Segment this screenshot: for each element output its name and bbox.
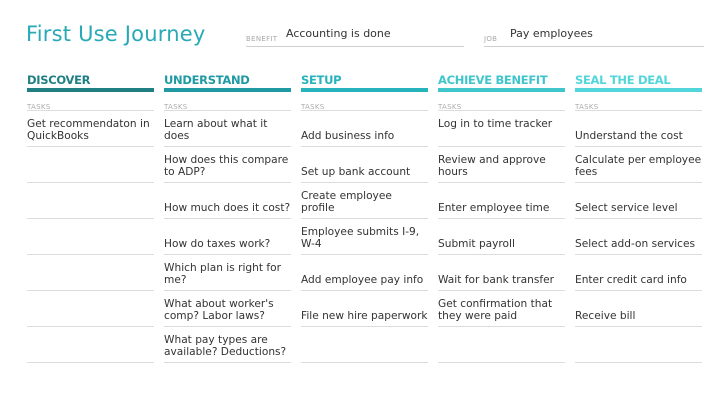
tasks-label: TASKS — [164, 92, 291, 111]
task-text: How does this compare to ADP? — [164, 154, 289, 178]
task-cell[interactable] — [27, 147, 154, 183]
column-header: ACHIEVE BENEFIT — [438, 72, 565, 92]
column-understand — [164, 72, 291, 363]
task-text: File new hire paperwork — [301, 310, 428, 322]
task-cell[interactable] — [438, 183, 565, 219]
task-text: Get confirmation that they were paid — [438, 298, 553, 322]
task-text: How much does it cost? — [164, 202, 291, 214]
task-cell[interactable] — [575, 291, 702, 327]
task-cell[interactable] — [301, 147, 428, 183]
benefit-label: BENEFIT — [246, 35, 278, 43]
task-cell[interactable] — [438, 219, 565, 255]
task-cell[interactable] — [27, 219, 154, 255]
tasks-label: TASKS — [301, 92, 428, 111]
benefit-value: Accounting is done — [286, 27, 391, 40]
task-cell[interactable] — [301, 183, 428, 219]
task-cell[interactable] — [575, 219, 702, 255]
task-text: Add business info — [301, 130, 395, 142]
task-text: What about worker's comp? Labor laws? — [164, 298, 274, 322]
task-cell[interactable] — [438, 147, 565, 183]
task-cell[interactable] — [575, 111, 702, 147]
task-text: How do taxes work? — [164, 238, 271, 250]
column-setup — [301, 72, 428, 363]
task-text: Submit payroll — [438, 238, 515, 250]
task-text: Select service level — [575, 202, 678, 214]
task-cell[interactable] — [164, 147, 291, 183]
task-cell[interactable] — [575, 327, 702, 363]
column-achieve-benefit — [438, 72, 565, 363]
task-cell[interactable] — [438, 291, 565, 327]
task-cell[interactable] — [301, 255, 428, 291]
task-cell[interactable] — [27, 111, 154, 147]
task-cell[interactable] — [575, 183, 702, 219]
task-cell[interactable] — [301, 291, 428, 327]
tasks-label: TASKS — [27, 92, 154, 111]
column-header: UNDERSTAND — [164, 72, 291, 92]
task-text: Enter employee time — [438, 202, 550, 214]
task-cell[interactable] — [164, 111, 291, 147]
task-text: What pay types are available? Deductions? — [164, 334, 287, 358]
benefit-field[interactable] — [246, 26, 464, 47]
task-text: Create employee profile — [301, 190, 392, 214]
task-cell[interactable] — [164, 183, 291, 219]
task-cell[interactable] — [575, 147, 702, 183]
column-discover — [27, 72, 154, 363]
task-cell[interactable] — [27, 291, 154, 327]
column-seal-the-deal — [575, 72, 702, 363]
task-cell[interactable] — [164, 327, 291, 363]
task-text: Set up bank account — [301, 166, 411, 178]
task-text: Receive bill — [575, 310, 636, 322]
task-text: Calculate per employee fees — [575, 154, 702, 178]
task-cell[interactable] — [164, 255, 291, 291]
tasks-label: TASKS — [575, 92, 702, 111]
task-cell[interactable] — [438, 327, 565, 363]
task-text: Select add-on services — [575, 238, 696, 250]
task-cell[interactable] — [164, 219, 291, 255]
task-cell[interactable] — [438, 111, 565, 147]
column-header: SEAL THE DEAL — [575, 72, 702, 92]
task-text: Employee submits I-9, W-4 — [301, 226, 420, 250]
task-text: Add employee pay info — [301, 274, 424, 286]
task-text: Review and approve hours — [438, 154, 546, 178]
task-cell[interactable] — [27, 183, 154, 219]
task-cell[interactable] — [164, 291, 291, 327]
task-text: Log in to time tracker — [438, 118, 553, 130]
task-text: Enter credit card info — [575, 274, 687, 286]
job-label: JOB — [484, 35, 498, 43]
task-text: Learn about what it does — [164, 118, 268, 142]
task-cell[interactable] — [575, 255, 702, 291]
tasks-label: TASKS — [438, 92, 565, 111]
task-text: Which plan is right for me? — [164, 262, 281, 286]
page-title: First Use Journey — [26, 22, 206, 46]
task-text: Get recommendaton in QuickBooks — [27, 118, 150, 142]
column-header: DISCOVER — [27, 72, 154, 92]
job-value: Pay employees — [510, 27, 593, 40]
column-header: SETUP — [301, 72, 428, 92]
task-text: Understand the cost — [575, 130, 683, 142]
job-field[interactable] — [484, 26, 704, 47]
task-text: Wait for bank transfer — [438, 274, 554, 286]
task-cell[interactable] — [301, 219, 428, 255]
task-cell[interactable] — [301, 327, 428, 363]
task-cell[interactable] — [438, 255, 565, 291]
task-cell[interactable] — [301, 111, 428, 147]
task-cell[interactable] — [27, 327, 154, 363]
task-cell[interactable] — [27, 255, 154, 291]
